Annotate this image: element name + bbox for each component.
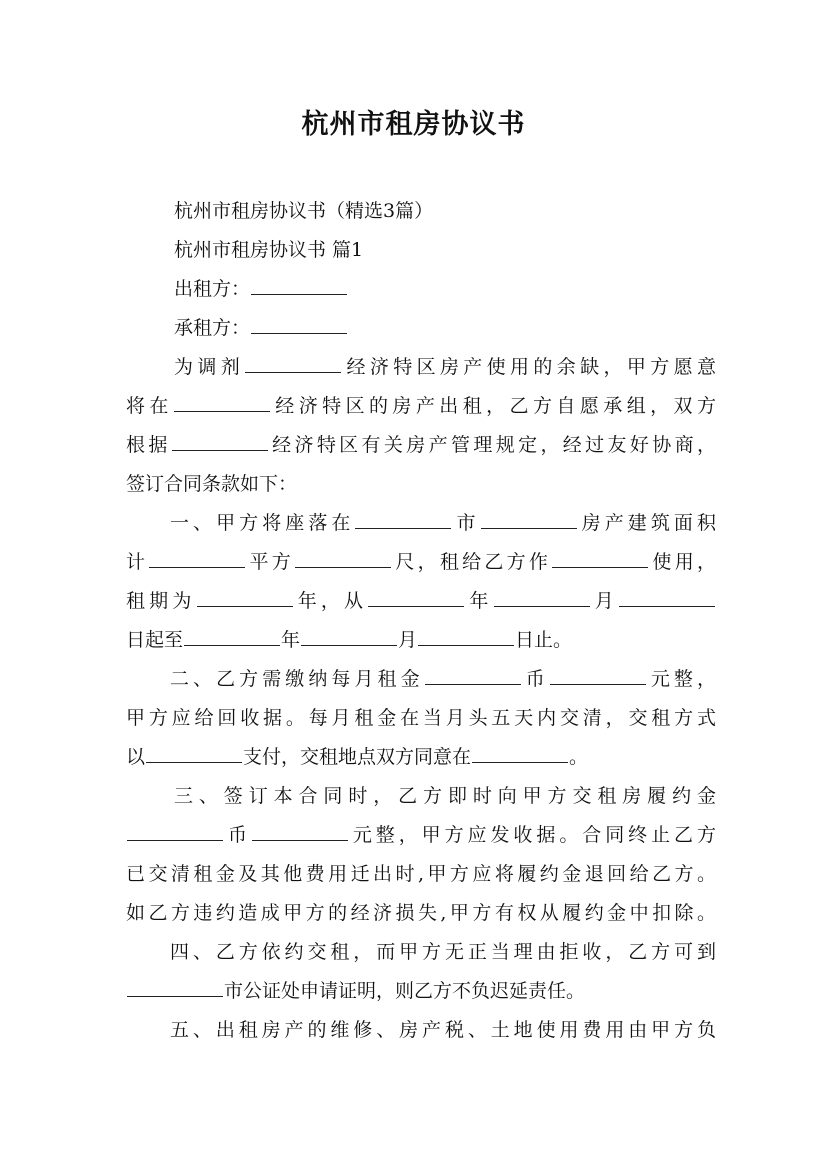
clause2-line-2 (126, 699, 716, 738)
subtitle-text: 杭州市租房协议书（精选3篇） (174, 200, 434, 222)
blank-field[interactable] (481, 527, 577, 529)
text-span: 四、乙方依约交租，而甲方无正当理由拒收，乙方可到 (170, 941, 716, 963)
blank-field[interactable] (174, 410, 270, 412)
intro-line-4 (126, 465, 716, 504)
text-span: 月 (398, 629, 418, 651)
blank-field[interactable] (127, 839, 223, 841)
blank-field[interactable] (301, 644, 397, 646)
text-span: 元整， (646, 668, 716, 690)
blank-field[interactable] (355, 527, 451, 529)
document-title: 杭州市租房协议书 (301, 109, 526, 140)
text-span: 平方 (246, 551, 295, 573)
blank-field[interactable] (197, 605, 293, 607)
blank-field[interactable] (619, 605, 715, 607)
intro-line-2 (126, 387, 716, 426)
text-span: 。 (569, 746, 589, 768)
subtitle-line (126, 192, 716, 231)
clause2-line-1 (126, 660, 716, 699)
blank-field[interactable] (245, 371, 341, 373)
text-span: 年 (281, 629, 301, 651)
text-span: 币 (224, 824, 251, 846)
text-span: 一、甲方将座落在 (170, 512, 355, 534)
text-span: 经济特区房产使用的余缺，甲方愿意 (342, 356, 716, 378)
clause3-line-4 (126, 894, 716, 933)
document-body (126, 192, 716, 1050)
chapter-line (126, 231, 716, 270)
blank-field[interactable] (418, 644, 514, 646)
blank-field[interactable] (472, 761, 568, 763)
blank-field[interactable] (172, 449, 268, 451)
text-span: 市公证处申请证明，则乙方不负迟延责任。 (224, 980, 586, 1002)
chapter-text: 杭州市租房协议书 篇1 (174, 239, 364, 261)
text-span: 支付，交租地点双方同意在 (243, 746, 472, 768)
text-span: 甲方应给回收据。每月租金在当月头五天内交清，交租方式 (126, 707, 716, 729)
text-span: 日止。 (515, 629, 573, 651)
text-span: 市 (452, 512, 480, 534)
text-span: 经济特区的房产出租，乙方自愿承组，双方 (270, 395, 716, 417)
text-span: 如乙方违约造成甲方的经济损失,甲方有权从履约金中扣除。 (126, 902, 716, 924)
clause1-line-2 (126, 543, 716, 582)
blank-field[interactable] (550, 683, 646, 685)
clause5-line-1 (126, 1011, 716, 1050)
text-span: 计 (126, 551, 149, 573)
lessor-label: 出租方： (174, 278, 251, 300)
lessor-blank[interactable] (251, 293, 347, 295)
blank-field[interactable] (425, 683, 521, 685)
clause4-line-1 (126, 933, 716, 972)
blank-field[interactable] (146, 761, 242, 763)
blank-field[interactable] (368, 605, 464, 607)
text-span: 三、签订本合同时，乙方即时向甲方交租房履约金 (174, 785, 716, 807)
text-span: 签订合同条款如下： (126, 473, 298, 495)
lessee-label: 承租方： (174, 317, 251, 339)
text-span: 使用， (649, 551, 716, 573)
clause3-line-1 (126, 777, 716, 816)
lessor-line (126, 270, 716, 309)
text-span: 月 (590, 590, 618, 612)
text-span: 年，从 (293, 590, 368, 612)
clause1-line-4 (126, 621, 716, 660)
clause3-line-2 (126, 816, 716, 855)
clause1-line-1 (126, 504, 716, 543)
text-span: 以 (126, 746, 146, 768)
clause3-line-3 (126, 855, 716, 894)
text-span: 根据 (126, 434, 171, 456)
text-span: 为调剂 (174, 356, 245, 378)
clause1-line-3 (126, 582, 716, 621)
blank-field[interactable] (252, 839, 348, 841)
text-span: 租期为 (126, 590, 196, 612)
blank-field[interactable] (127, 995, 223, 997)
blank-field[interactable] (552, 566, 648, 568)
text-span: 币 (521, 668, 549, 690)
text-span: 五、出租房产的维修、房产税、土地使用费用由甲方负 (170, 1019, 716, 1041)
blank-field[interactable] (149, 566, 245, 568)
lessee-blank[interactable] (251, 332, 347, 334)
clause4-line-2 (126, 972, 716, 1011)
text-span: 年 (465, 590, 493, 612)
text-span: 已交清租金及其他费用迁出时,甲方应将履约金退回给乙方。 (126, 863, 716, 885)
text-span: 元整，甲方应发收据。合同终止乙方 (348, 824, 716, 846)
text-span: 日起至 (126, 629, 184, 651)
text-span: 尺，租给乙方作 (392, 551, 552, 573)
intro-line-1 (126, 348, 716, 387)
blank-field[interactable] (184, 644, 280, 646)
blank-field[interactable] (295, 566, 391, 568)
blank-field[interactable] (494, 605, 590, 607)
text-span: 将在 (126, 395, 173, 417)
text-span: 经济特区有关房产管理规定，经过友好协商， (268, 434, 716, 456)
lessee-line (126, 309, 716, 348)
intro-line-3 (126, 426, 716, 465)
clause2-line-3 (126, 738, 716, 777)
text-span: 二、乙方需缴纳每月租金 (170, 668, 424, 690)
text-span: 房产建筑面积 (577, 512, 716, 534)
